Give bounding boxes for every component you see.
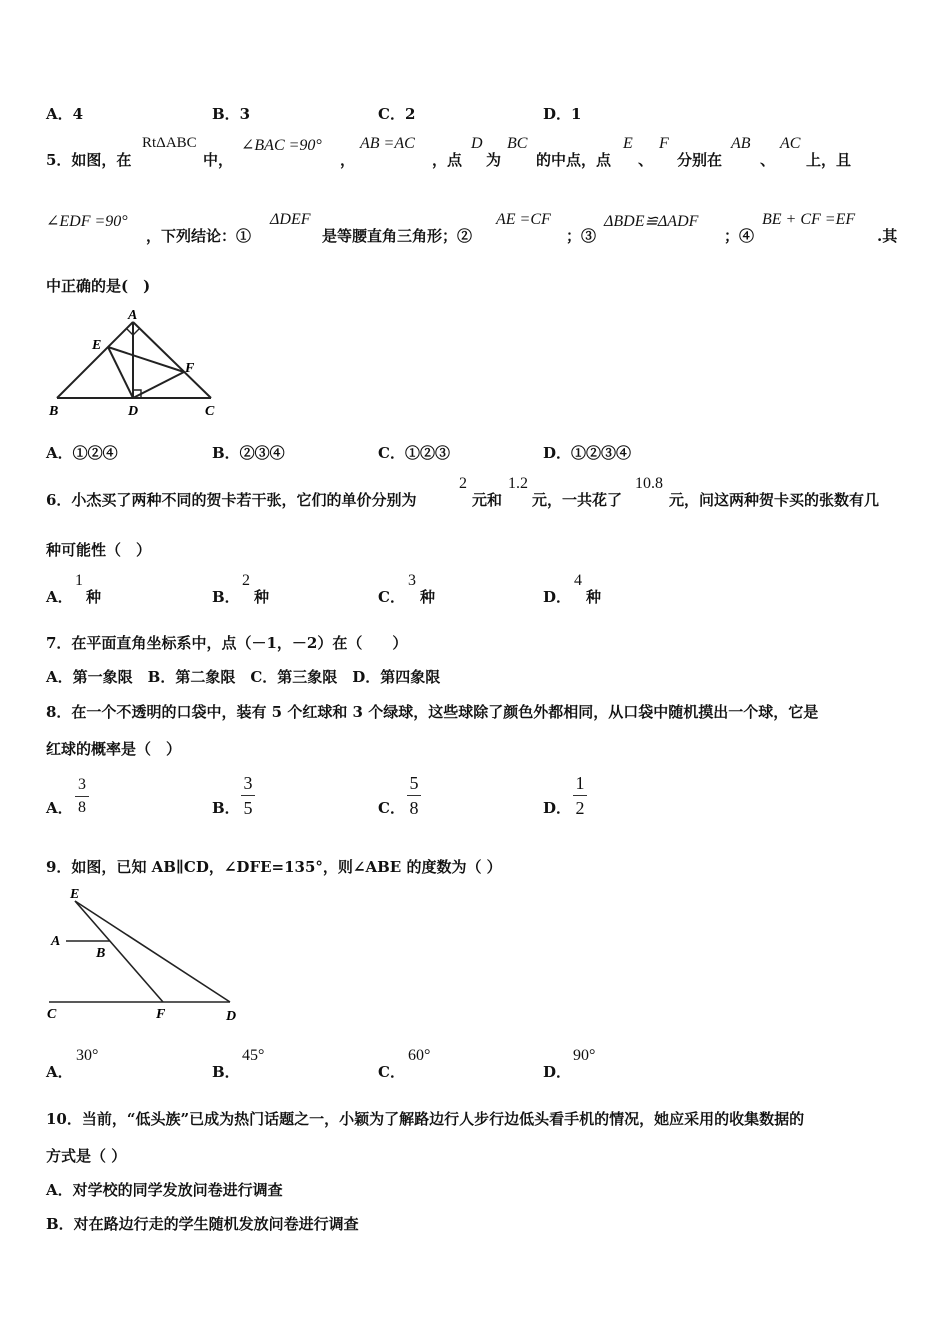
q8-option-a-denominator: 8 xyxy=(78,799,86,816)
q5-angle-bac: ∠BAC =90° xyxy=(241,137,322,154)
q6-option-a-letter: A． xyxy=(46,588,73,606)
q5-option-c: C．①②③ xyxy=(378,444,450,462)
q9-fig-label-b: B xyxy=(96,946,106,961)
q9-stem-text: 9．如图，已知 AB∥CD，∠DFE=135°，则∠ABE 的度数为（ ） xyxy=(46,858,502,876)
q5-ab-ac: AB =AC xyxy=(360,135,415,152)
q6-question-end: 种可能性（ ） xyxy=(46,541,152,559)
q6-option-d-num: 4 xyxy=(574,572,582,589)
q10-option-b-text: B．对在路边行走的学生随机发放问卷进行调查 xyxy=(46,1215,359,1233)
q8-line-2-text: 红球的概率是（ ） xyxy=(46,740,182,758)
q5-qi: .其 xyxy=(877,227,898,245)
q5-question-end: 中正确的是( ) xyxy=(46,277,151,295)
q9-option-c-letter: C． xyxy=(378,1063,405,1081)
q9-fig-label-c: C xyxy=(47,1007,57,1022)
q8-option-b-fraction xyxy=(241,773,255,818)
q6-part1: 6．小杰买了两种不同的贺卡若干张，它们的单价分别为 xyxy=(46,491,417,509)
q6-option-a-num: 1 xyxy=(75,572,83,589)
q10-line-2-text: 方式是（ ） xyxy=(46,1147,127,1165)
q5-prefix: 5．如图，在 xyxy=(46,151,132,169)
q5-dun1: 、 xyxy=(638,151,654,169)
q6-price-2: 1.2 xyxy=(508,475,528,492)
q5-fig-label-c: C xyxy=(205,404,215,419)
q5-bc: BC xyxy=(507,135,528,152)
q9-parallel-lines-figure xyxy=(44,884,249,1024)
q8-option-d-numerator: 1 xyxy=(575,773,585,793)
q6-option-b-letter: B． xyxy=(212,588,240,606)
q7-stem-text: 7．在平面直角坐标系中，点（－1，－2）在（ ） xyxy=(46,634,408,652)
q10-option-a-text: A．对学校的同学发放问卷进行调查 xyxy=(46,1181,283,1199)
q5-angle-edf: ∠EDF =90° xyxy=(46,213,128,230)
q4-option-a: A．4 xyxy=(46,105,84,123)
q6-option-c-unit: 种 xyxy=(420,588,436,606)
q5-iso-right: 是等腰直角三角形；② xyxy=(322,227,473,245)
q7-options-text: A．第一象限 B．第二象限 C．第三象限 D．第四象限 xyxy=(46,668,441,686)
q5-shang: 上，且 xyxy=(806,151,852,169)
q9-option-a-letter: A． xyxy=(46,1063,73,1081)
q6-part4: 元，问这两种贺卡买的张数有几 xyxy=(669,491,880,509)
q4-option-b: B．3 xyxy=(212,105,251,123)
q6-option-a-unit: 种 xyxy=(86,588,102,606)
q9-option-d-value: 90° xyxy=(573,1047,596,1064)
q6-option-d-unit: 种 xyxy=(586,588,602,606)
q9-option-b-letter: B． xyxy=(212,1063,240,1081)
q5-sep3: ；③ xyxy=(566,227,597,245)
q9-fig-label-d: D xyxy=(226,1009,237,1024)
q9-option-c-value: 60° xyxy=(408,1047,431,1064)
q4-option-c: C．2 xyxy=(378,105,416,123)
q5-triangle-figure xyxy=(44,305,224,420)
q5-ab: AB xyxy=(731,135,751,152)
q8-option-c-numerator: 5 xyxy=(409,773,419,793)
q5-wei: 为 xyxy=(486,151,502,169)
q8-option-a-letter: A． xyxy=(46,799,73,817)
q6-part3: 元，一共花了 xyxy=(532,491,623,509)
q8-option-b-numerator: 3 xyxy=(243,773,253,793)
q5-option-a: A．①②④ xyxy=(46,444,118,462)
q8-option-a-fraction xyxy=(75,776,89,817)
q10-line-1-text: 10．当前，“低头族”已成为热门话题之一，小颖为了解路边行人步行边低头看手机的情况，她应采用的收集数据的 xyxy=(46,1110,805,1128)
q8-option-d-fraction xyxy=(573,773,587,818)
q5-rt-abc: RtΔABC xyxy=(142,135,197,151)
q5-fig-label-f: F xyxy=(185,361,195,376)
q5-dian: ，点 xyxy=(432,151,463,169)
q9-option-d-letter: D． xyxy=(543,1063,572,1081)
q5-be-cf: BE + CF =EF xyxy=(762,211,856,228)
q6-option-c-num: 3 xyxy=(408,572,416,589)
q9-option-a-value: 30° xyxy=(76,1047,99,1064)
q5-option-b: B．②③④ xyxy=(212,444,285,462)
q5-dun2: 、 xyxy=(760,151,776,169)
q5-tri-def: ΔDEF xyxy=(270,211,311,228)
q5-comma: ， xyxy=(340,151,356,169)
q5-zhong: 中， xyxy=(203,151,234,169)
q6-option-b-unit: 种 xyxy=(254,588,270,606)
q5-sep4: ；④ xyxy=(724,227,755,245)
q5-fenbie: 分别在 xyxy=(677,151,723,169)
q5-fig-label-b: B xyxy=(49,404,59,419)
q5-fig-label-a: A xyxy=(128,308,138,323)
q8-option-c-denominator: 8 xyxy=(409,798,419,818)
q6-option-b-num: 2 xyxy=(242,572,250,589)
q8-option-a-numerator: 3 xyxy=(78,776,86,793)
q5-option-d: D．①②③④ xyxy=(543,444,632,462)
q9-fig-label-f: F xyxy=(156,1007,166,1022)
q8-option-b-letter: B． xyxy=(212,799,240,817)
q6-option-c-letter: C． xyxy=(378,588,405,606)
q5-f: F xyxy=(659,135,669,152)
q8-option-d-denominator: 2 xyxy=(575,798,585,818)
q6-price-1: 2 xyxy=(459,475,467,492)
q5-ac: AC xyxy=(780,135,801,152)
q9-fig-label-e: E xyxy=(70,887,80,902)
q9-option-b-value: 45° xyxy=(242,1047,265,1064)
q5-e: E xyxy=(623,135,633,152)
q5-fig-label-e: E xyxy=(92,338,102,353)
q5-congruent: ΔBDE≌ΔADF xyxy=(604,213,699,230)
q8-option-d-letter: D． xyxy=(543,799,572,817)
q8-option-b-denominator: 5 xyxy=(243,798,253,818)
q8-line-1-text: 8．在一个不透明的口袋中，装有 5 个红球和 3 个绿球，这些球除了颜色外都相同，从口袋中随机摸出一个球，它是 xyxy=(46,703,819,721)
q4-option-d: D．1 xyxy=(543,105,582,123)
q8-option-c-letter: C． xyxy=(378,799,405,817)
q6-part2: 元和 xyxy=(472,491,503,509)
q5-ae-cf: AE =CF xyxy=(496,211,551,228)
q6-total: 10.8 xyxy=(635,475,663,492)
q5-fig-label-d: D xyxy=(128,404,139,419)
q5-midpoint: 的中点，点 xyxy=(536,151,612,169)
q5-d: D xyxy=(471,135,483,152)
q5-conclusions-intro: ，下列结论：① xyxy=(146,227,252,245)
q9-fig-label-a: A xyxy=(51,934,61,949)
q6-option-d-letter: D． xyxy=(543,588,572,606)
q8-option-c-fraction xyxy=(407,773,421,818)
